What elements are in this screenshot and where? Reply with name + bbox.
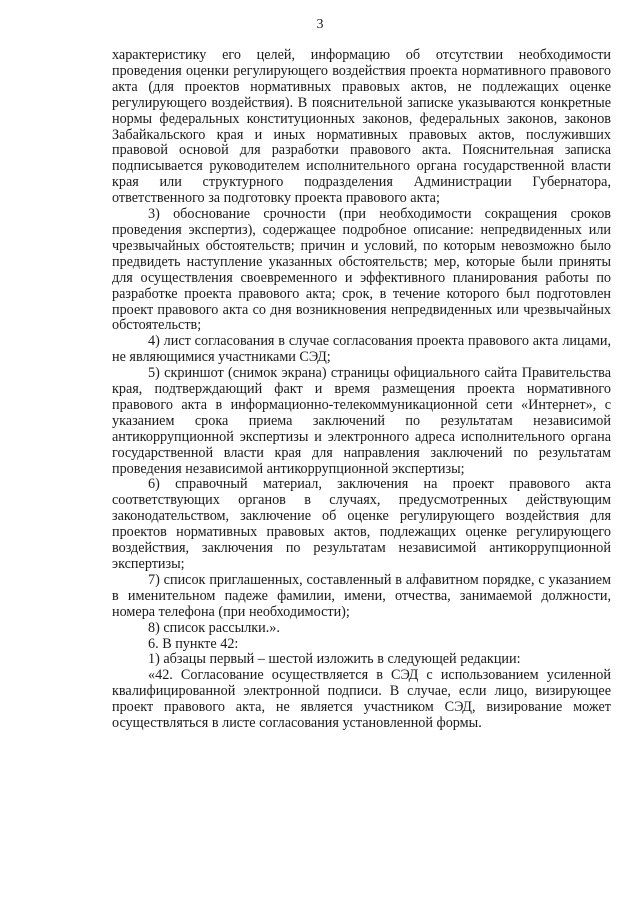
paragraph-item-8: 8) список рассылки.». <box>148 619 280 636</box>
paragraph-item-6: 6) справочный материал, заключения на проект правового акта соответствующих органов в случаях, предусмотренных действующим законодательством, заключение об оценке регулирующего воздействия для проектов нормативных правовых актов, подлежащих оценке регулирующего воздействия, заключения по результатам независимой антикоррупционной экспертизы; <box>112 476 611 572</box>
paragraph-item-5: 5) скриншот (снимок экрана) страницы официального сайта Правительства края, подтверждающий факт и время размещения проекта нормативного правового акта в информационно-телекоммуникационной сети «Интернет», с указанием срока приема заключений по результатам независимой антикоррупционной экспертизы и электронного адреса исполнительного органа государственной власти края для направления заключений по результатам проведения независимой антикоррупционной экспертизы; <box>112 365 611 477</box>
page-number: 3 <box>316 17 324 32</box>
paragraph-item-4: 4) лист согласования в случае согласования проекта правового акта лицами, не являющимися участниками СЭД; <box>112 333 611 366</box>
paragraph-clause-42: «42. Согласование осуществляется в СЭД с использованием усиленной квалифицированной электронной подписи. В случае, если лицо, визирующее проект правового акта, не является участником СЭД, визирование может осуществляться в листе согласования установленной формы. <box>112 667 611 732</box>
paragraph-item-7: 7) список приглашенных, составленный в алфавитном порядке, с указанием в именительном падеже фамилии, имени, отчества, занимаемой должности, номера телефона (при необходимости); <box>112 571 611 620</box>
paragraph-continuation: характеристику его целей, информацию об отсутствии необходимости проведения оценки регулирующего воздействия проекта нормативного правового акта (для проектов нормативных правовых актов, не подлежащих оценке регулирующего воздействия). В пояснительной записке указываются конкретные нормы федеральных конституционных законов, федеральных законов, законов Забайкальского края и иных нормативных правовых актов, послуживших правовой основой для разработки правового акта. Пояснительная записка подписывается руководителем исполнительного органа государственной власти края или структурного подразделения Администрации Губернатора, ответственного за подготовку проекта правового акта; <box>112 47 611 207</box>
document-body <box>112 48 611 732</box>
paragraph-subitem-1: 1) абзацы первый – шестой изложить в следующей редакции: <box>148 651 521 668</box>
paragraph-item-3: 3) обоснование срочности (при необходимости сокращения сроков проведения экспертиз), содержащее подробное описание: непредвиденных или чрезвычайных обстоятельств; причин и условий, по которым невозможно было предвидеть наступление указанных обстоятельств; мер, которые были приняты для осуществления своевременного и эффективного планирования работы по разработке проекта правового акта; срок, в течение которого был подготовлен проект правового акта со дня возникновения непредвиденных или чрезвычайных обстоятельств; <box>112 206 611 334</box>
paragraph-section-6: 6. В пункте 42: <box>148 635 239 652</box>
